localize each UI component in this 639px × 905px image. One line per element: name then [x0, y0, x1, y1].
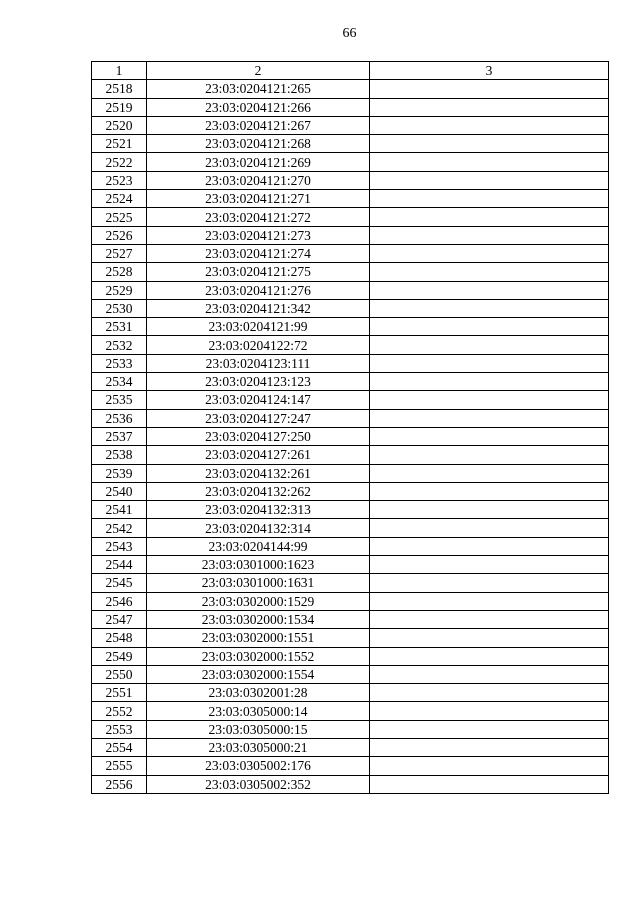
- header-row: [92, 62, 609, 80]
- table-row: [92, 244, 609, 262]
- row-number-cell: 2539: [92, 464, 147, 482]
- notes-cell: [370, 537, 609, 555]
- table-row: [92, 556, 609, 574]
- table-row: [92, 373, 609, 391]
- table-row: [92, 757, 609, 775]
- row-number-cell: 2522: [92, 153, 147, 171]
- table-row: [92, 684, 609, 702]
- row-number-cell: 2520: [92, 116, 147, 134]
- notes-cell: [370, 702, 609, 720]
- row-number-cell: 2544: [92, 556, 147, 574]
- table-row: [92, 610, 609, 628]
- notes-cell: [370, 281, 609, 299]
- row-number-cell: 2535: [92, 391, 147, 409]
- column-header-2: 2: [147, 62, 370, 80]
- table-row: [92, 116, 609, 134]
- cadastral-number-cell: 23:03:0204121:267: [147, 116, 370, 134]
- cadastral-number-cell: 23:03:0204123:123: [147, 373, 370, 391]
- notes-cell: [370, 226, 609, 244]
- cadastral-number-cell: 23:03:0204121:269: [147, 153, 370, 171]
- row-number-cell: 2527: [92, 244, 147, 262]
- notes-cell: [370, 738, 609, 756]
- row-number-cell: 2555: [92, 757, 147, 775]
- cadastral-number-cell: 23:03:0305002:352: [147, 775, 370, 793]
- table-row: [92, 446, 609, 464]
- notes-cell: [370, 519, 609, 537]
- notes-cell: [370, 336, 609, 354]
- table-row: [92, 171, 609, 189]
- cadastral-number-cell: 23:03:0302000:1534: [147, 610, 370, 628]
- cadastral-number-cell: 23:03:0302000:1529: [147, 592, 370, 610]
- notes-cell: [370, 318, 609, 336]
- table-row: [92, 775, 609, 793]
- cadastral-number-cell: 23:03:0204121:270: [147, 171, 370, 189]
- table-row: [92, 738, 609, 756]
- cadastral-number-cell: 23:03:0204122:72: [147, 336, 370, 354]
- notes-cell: [370, 647, 609, 665]
- cadastral-number-cell: 23:03:0204121:342: [147, 299, 370, 317]
- row-number-cell: 2537: [92, 427, 147, 445]
- notes-cell: [370, 116, 609, 134]
- row-number-cell: 2551: [92, 684, 147, 702]
- table-row: [92, 537, 609, 555]
- notes-cell: [370, 501, 609, 519]
- notes-cell: [370, 299, 609, 317]
- row-number-cell: 2550: [92, 665, 147, 683]
- row-number-cell: 2525: [92, 208, 147, 226]
- notes-cell: [370, 684, 609, 702]
- notes-cell: [370, 373, 609, 391]
- row-number-cell: 2518: [92, 80, 147, 98]
- cadastral-number-cell: 23:03:0302000:1554: [147, 665, 370, 683]
- table-row: [92, 80, 609, 98]
- table-row: [92, 135, 609, 153]
- row-number-cell: 2541: [92, 501, 147, 519]
- cadastral-number-cell: 23:03:0305000:21: [147, 738, 370, 756]
- cadastral-number-cell: 23:03:0204127:250: [147, 427, 370, 445]
- cadastral-number-cell: 23:03:0204121:268: [147, 135, 370, 153]
- notes-cell: [370, 482, 609, 500]
- cadastral-number-cell: 23:03:0204121:266: [147, 98, 370, 116]
- notes-cell: [370, 757, 609, 775]
- notes-cell: [370, 446, 609, 464]
- notes-cell: [370, 354, 609, 372]
- cadastral-number-cell: 23:03:0204121:276: [147, 281, 370, 299]
- table-row: [92, 574, 609, 592]
- table-row: [92, 629, 609, 647]
- notes-cell: [370, 556, 609, 574]
- notes-cell: [370, 135, 609, 153]
- table-row: [92, 190, 609, 208]
- table-container: [91, 61, 609, 794]
- cadastral-number-cell: 23:03:0305002:176: [147, 757, 370, 775]
- table-row: [92, 354, 609, 372]
- table-row: [92, 299, 609, 317]
- page-number: 66: [342, 26, 357, 41]
- cadastral-number-cell: 23:03:0204121:99: [147, 318, 370, 336]
- row-number-cell: 2534: [92, 373, 147, 391]
- table-row: [92, 720, 609, 738]
- row-number-cell: 2542: [92, 519, 147, 537]
- notes-cell: [370, 153, 609, 171]
- row-number-cell: 2536: [92, 409, 147, 427]
- cadastral-number-cell: 23:03:0204132:262: [147, 482, 370, 500]
- notes-cell: [370, 244, 609, 262]
- row-number-cell: 2529: [92, 281, 147, 299]
- table-row: [92, 482, 609, 500]
- row-number-cell: 2545: [92, 574, 147, 592]
- row-number-cell: 2532: [92, 336, 147, 354]
- column-header-3: 3: [370, 62, 609, 80]
- table-row: [92, 647, 609, 665]
- row-number-cell: 2523: [92, 171, 147, 189]
- cadastral-number-cell: 23:03:0204121:272: [147, 208, 370, 226]
- row-number-cell: 2547: [92, 610, 147, 628]
- row-number-cell: 2530: [92, 299, 147, 317]
- row-number-cell: 2554: [92, 738, 147, 756]
- row-number-cell: 2543: [92, 537, 147, 555]
- row-number-cell: 2526: [92, 226, 147, 244]
- table-row: [92, 263, 609, 281]
- table-header: [92, 62, 609, 80]
- cadastral-number-cell: 23:03:0204132:261: [147, 464, 370, 482]
- cadastral-number-cell: 23:03:0204132:314: [147, 519, 370, 537]
- table-row: [92, 702, 609, 720]
- notes-cell: [370, 98, 609, 116]
- cadastral-number-cell: 23:03:0204127:247: [147, 409, 370, 427]
- table-row: [92, 336, 609, 354]
- row-number-cell: 2521: [92, 135, 147, 153]
- notes-cell: [370, 171, 609, 189]
- notes-cell: [370, 775, 609, 793]
- cadastral-number-cell: 23:03:0204121:271: [147, 190, 370, 208]
- cadastral-number-cell: 23:03:0305000:15: [147, 720, 370, 738]
- notes-cell: [370, 208, 609, 226]
- cadastral-number-cell: 23:03:0302000:1552: [147, 647, 370, 665]
- row-number-cell: 2553: [92, 720, 147, 738]
- cadastral-number-cell: 23:03:0305000:14: [147, 702, 370, 720]
- table-body: [92, 80, 609, 794]
- row-number-cell: 2556: [92, 775, 147, 793]
- data-table: [91, 61, 609, 794]
- table-row: [92, 318, 609, 336]
- row-number-cell: 2538: [92, 446, 147, 464]
- table-row: [92, 208, 609, 226]
- row-number-cell: 2546: [92, 592, 147, 610]
- table-row: [92, 153, 609, 171]
- row-number-cell: 2533: [92, 354, 147, 372]
- cadastral-number-cell: 23:03:0204121:273: [147, 226, 370, 244]
- notes-cell: [370, 574, 609, 592]
- cadastral-number-cell: 23:03:0302000:1551: [147, 629, 370, 647]
- row-number-cell: 2524: [92, 190, 147, 208]
- notes-cell: [370, 391, 609, 409]
- table-row: [92, 226, 609, 244]
- notes-cell: [370, 190, 609, 208]
- cadastral-number-cell: 23:03:0301000:1631: [147, 574, 370, 592]
- table-row: [92, 501, 609, 519]
- row-number-cell: 2528: [92, 263, 147, 281]
- cadastral-number-cell: 23:03:0204127:261: [147, 446, 370, 464]
- notes-cell: [370, 263, 609, 281]
- table-row: [92, 427, 609, 445]
- notes-cell: [370, 665, 609, 683]
- cadastral-number-cell: 23:03:0204121:265: [147, 80, 370, 98]
- cadastral-number-cell: 23:03:0204121:275: [147, 263, 370, 281]
- row-number-cell: 2552: [92, 702, 147, 720]
- notes-cell: [370, 610, 609, 628]
- notes-cell: [370, 720, 609, 738]
- cadastral-number-cell: 23:03:0204123:111: [147, 354, 370, 372]
- table-row: [92, 98, 609, 116]
- cadastral-number-cell: 23:03:0204121:274: [147, 244, 370, 262]
- notes-cell: [370, 80, 609, 98]
- cadastral-number-cell: 23:03:0302001:28: [147, 684, 370, 702]
- notes-cell: [370, 592, 609, 610]
- notes-cell: [370, 409, 609, 427]
- row-number-cell: 2548: [92, 629, 147, 647]
- row-number-cell: 2549: [92, 647, 147, 665]
- row-number-cell: 2531: [92, 318, 147, 336]
- row-number-cell: 2519: [92, 98, 147, 116]
- table-row: [92, 464, 609, 482]
- cadastral-number-cell: 23:03:0204144:99: [147, 537, 370, 555]
- notes-cell: [370, 427, 609, 445]
- notes-cell: [370, 629, 609, 647]
- cadastral-number-cell: 23:03:0204124:147: [147, 391, 370, 409]
- notes-cell: [370, 464, 609, 482]
- table-row: [92, 665, 609, 683]
- column-header-1: 1: [92, 62, 147, 80]
- table-row: [92, 519, 609, 537]
- row-number-cell: 2540: [92, 482, 147, 500]
- table-row: [92, 592, 609, 610]
- table-row: [92, 409, 609, 427]
- cadastral-number-cell: 23:03:0301000:1623: [147, 556, 370, 574]
- table-row: [92, 281, 609, 299]
- table-row: [92, 391, 609, 409]
- cadastral-number-cell: 23:03:0204132:313: [147, 501, 370, 519]
